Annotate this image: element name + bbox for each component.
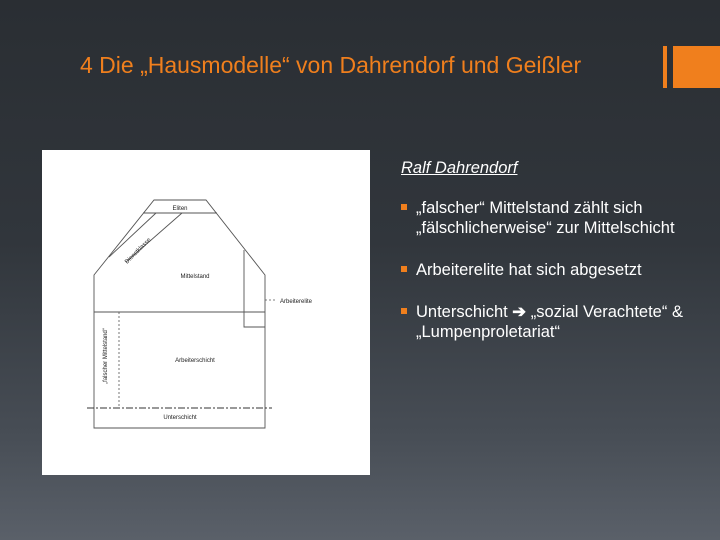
slide-title: 4 Die „Hausmodelle“ von Dahrendorf und Geißler: [80, 52, 582, 78]
bullet-square-icon: [401, 204, 407, 210]
bullet-item: [401, 260, 701, 280]
arrow-right-icon: ➔: [512, 303, 527, 321]
label-unterschicht: Unterschicht: [163, 415, 197, 421]
label-arbeiterelite: Arbeiterelite: [280, 299, 313, 305]
bullet-text: Arbeiterelite hat sich abgesetzt: [416, 261, 642, 279]
label-mittelstand: Mittelstand: [180, 274, 210, 280]
bullet-item: [401, 302, 701, 342]
text-column: [401, 158, 701, 364]
house-model-svg: [42, 150, 370, 475]
title-accent-bar-thick: [673, 46, 720, 88]
label-eliten: Eliten: [172, 206, 188, 212]
label-falscher-mittelstand: „falscher Mittelstand“: [103, 328, 109, 384]
label-dienstklasse: Dienstklasse: [124, 237, 153, 266]
dienstklasse-line-outer: [109, 213, 156, 257]
house-outline: [94, 200, 265, 428]
bullet-text-prefix: Unterschicht: [416, 303, 513, 321]
house-model-diagram: [42, 150, 370, 475]
bullet-square-icon: [401, 266, 407, 272]
bullet-item: [401, 198, 701, 238]
title-accent-bar-thin: [663, 46, 667, 88]
label-arbeiterschicht: Arbeiterschicht: [175, 358, 215, 364]
subheading: Ralf Dahrendorf: [401, 159, 518, 177]
bullet-text-suffix: „sozial Verachtete“ & „Lumpenproletariat“: [416, 303, 683, 341]
bullet-text: „falscher“ Mittelstand zählt sich „fälschlicherweise“ zur Mittelschicht: [416, 199, 675, 237]
bullet-square-icon: [401, 308, 407, 314]
